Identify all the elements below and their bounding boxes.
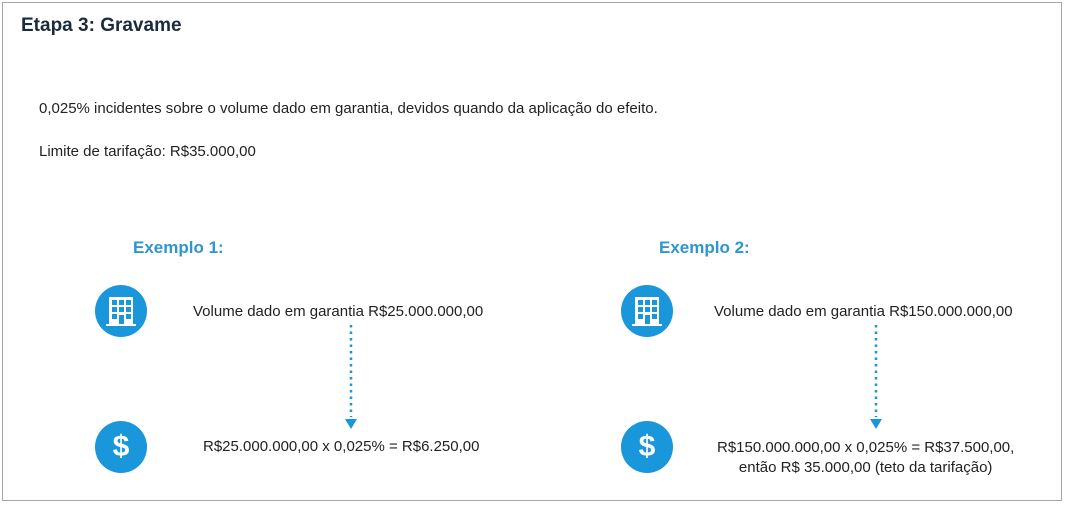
dollar-icon: [621, 421, 673, 473]
example-2-calculation: [717, 438, 1014, 478]
page-title: Etapa 3: Gravame: [21, 15, 182, 36]
dollar-symbol: $: [112, 430, 130, 463]
example-1-arrow: [344, 325, 358, 431]
example-2-title: Exemplo 2:: [659, 238, 750, 257]
example-2-volume: Volume dado em garantia R$150.000.000,00: [714, 303, 1013, 320]
fee-limit: Limite de tarifação: R$35.000,00: [39, 143, 256, 160]
fee-description: 0,025% incidentes sobre o volume dado em garantia, devidos quando da aplicação do efeito.: [39, 100, 658, 117]
content-frame: [2, 2, 1062, 501]
dollar-symbol: $: [638, 430, 656, 463]
building-icon: [95, 285, 147, 337]
dollar-icon: [95, 421, 147, 473]
building-icon: [621, 285, 673, 337]
example-2-calc-line-1: R$150.000.000,00 x 0,025% = R$37.500,00,: [717, 439, 1015, 456]
example-2-arrow: [869, 325, 883, 431]
example-1-volume: Volume dado em garantia R$25.000.000,00: [193, 303, 484, 320]
example-1-calculation: [203, 438, 479, 455]
example-2-calc-line-2: então R$ 35.000,00 (teto da tarifação): [738, 459, 993, 476]
example-1-calc-line: R$25.000.000,00 x 0,025% = R$6.250,00: [203, 438, 480, 455]
example-1-title: Exemplo 1:: [133, 238, 224, 257]
